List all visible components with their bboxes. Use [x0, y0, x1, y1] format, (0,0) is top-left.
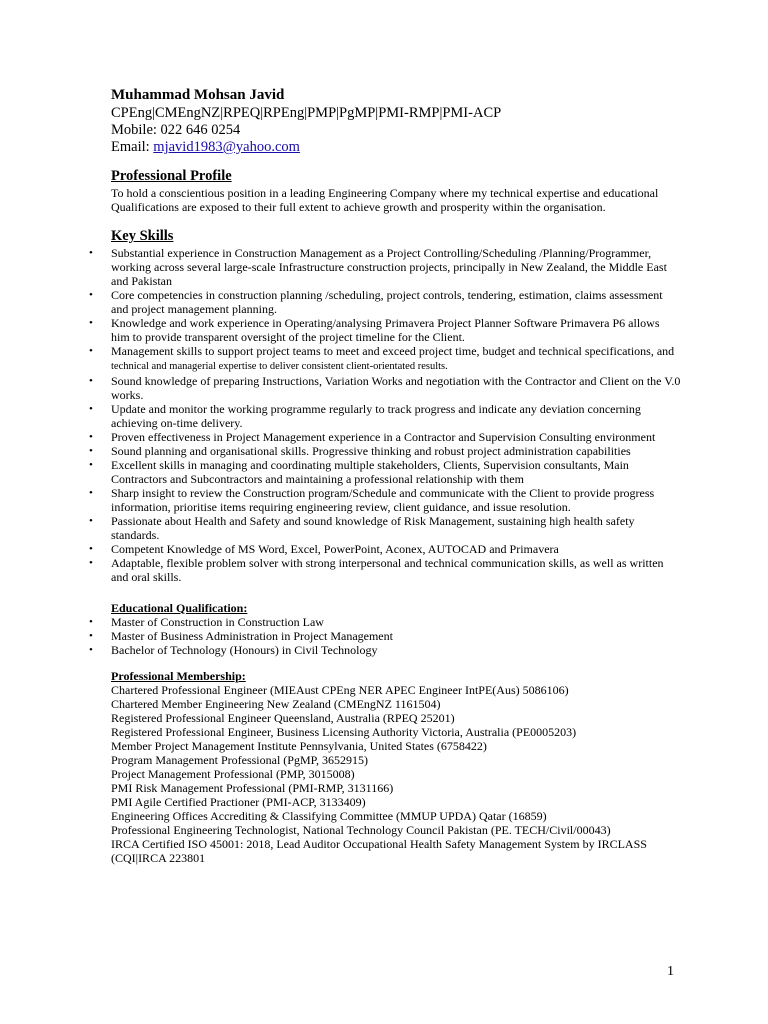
bullet-icon: •: [89, 459, 93, 471]
list-item: • Core competencies in construction planning /scheduling, project controls, tendering, estimation, claims assessment and project management planning.: [89, 288, 663, 316]
list-item: PMI Risk Management Professional (PMI-RMP, 3131166): [111, 781, 394, 795]
bullet-icon: •: [89, 289, 93, 301]
mobile-line: [111, 122, 681, 139]
bullet-icon: •: [89, 515, 93, 527]
bullet-icon: •: [89, 487, 93, 499]
bullet-icon: •: [89, 375, 93, 387]
list-item: Member Project Management Institute Pennsylvania, United States (6758422): [111, 739, 487, 753]
list-item: • Substantial experience in Construction Management as a Project Controlling/Scheduling /Planning/Programmer, working across several large-scale Infrastructure construction projects, principally in New Zealand, the Middle East and Pakistan: [89, 246, 667, 288]
list-item: • Bachelor of Technology (Honours) in Civil Technology: [89, 643, 378, 657]
list-item: • Passionate about Health and Safety and sound knowledge of Risk Management, sustaining high health safety standards.: [89, 514, 635, 542]
email-label: Email:: [111, 139, 154, 155]
email-link[interactable]: mjavid1983@yahoo.com: [153, 139, 300, 155]
list-item: • Sound knowledge of preparing Instructions, Variation Works and negotiation with the Contractor and Client on the V.0 works.: [89, 374, 681, 402]
bullet-icon: •: [89, 644, 93, 656]
applicant-name: Muhammad Mohsan Javid: [111, 87, 285, 103]
credentials-line: CPEng|CMEngNZ|RPEQ|RPEng|PMP|PgMP|PMI-RMP|PMI-ACP: [111, 105, 502, 121]
list-item: Engineering Offices Accrediting & Classifying Committee (MMUP UPDA) Qatar (16859): [111, 809, 547, 823]
list-item: • Excellent skills in managing and coordinating multiple stakeholders, Clients, Supervision consultants, Main Contractors and Subcontractors and maintaining a professional relationship with them: [89, 458, 629, 486]
bullet-icon: •: [89, 630, 93, 642]
list-item: IRCA Certified ISO 45001: 2018, Lead Auditor Occupational Health Safety Management System by IRCLASS (CQI|IRCA 223801: [111, 837, 647, 865]
list-item: Program Management Professional (PgMP, 3652915): [111, 753, 368, 767]
skills-heading: Key Skills: [111, 228, 174, 244]
list-item: Chartered Professional Engineer (MIEAust CPEng NER APEC Engineer IntPE(Aus) 5086106): [111, 683, 569, 697]
list-item: Registered Professional Engineer Queensland, Australia (RPEQ 25201): [111, 711, 455, 725]
list-item: Registered Professional Engineer, Business Licensing Authority Victoria, Australia (PE0005203): [111, 725, 577, 739]
list-item: • Master of Business Administration in Project Management: [89, 629, 393, 643]
bullet-icon: •: [89, 403, 93, 415]
list-item: • Competent Knowledge of MS Word, Excel, PowerPoint, Aconex, AUTOCAD and Primavera: [89, 542, 559, 556]
list-item: PMI Agile Certified Practioner (PMI-ACP, 3133409): [111, 795, 366, 809]
list-item: • Management skills to support project teams to meet and exceed project time, budget and technical specifications, and technical and managerial expertise to deliver consistent client-orientated results.: [89, 344, 675, 372]
small-text: technical and managerial expertise to deliver consistent client-orientated results.: [111, 361, 448, 372]
list-item: Project Management Professional (PMP, 3015008): [111, 767, 355, 781]
membership-list: [111, 683, 681, 865]
bullet-icon: •: [89, 445, 93, 457]
list-item: • Master of Construction in Construction Law: [89, 615, 324, 629]
mobile-number: 022 646 0254: [160, 122, 241, 138]
resume-page: [89, 86, 681, 865]
bullet-icon: •: [89, 431, 93, 443]
profile-text: To hold a conscientious position in a leading Engineering Company where my technical expertise and educational Qualifications are exposed to their full extent to achieve growth and prosperity within the organisation.: [111, 186, 659, 214]
list-item: • Adaptable, flexible problem solver with strong interpersonal and technical communication skills, as well as written and oral skills.: [89, 556, 664, 584]
page-number: 1: [667, 964, 674, 979]
education-list: [89, 615, 681, 657]
membership-heading: Professional Membership:: [111, 669, 246, 683]
list-item: • Proven effectiveness in Project Management experience in a Contractor and Supervision Consulting environment: [89, 430, 656, 444]
list-item: • Knowledge and work experience in Operating/analysing Primavera Project Planner Software Primavera P6 allows him to provide transparent oversight of the project timeline for the Client.: [89, 316, 660, 344]
list-item: • Sharp insight to review the Construction program/Schedule and communicate with the Client to provide progress information, prioritise items requiring engineering review, client guidance, and issue resolution.: [89, 486, 655, 514]
bullet-icon: •: [89, 247, 93, 259]
bullet-icon: •: [89, 317, 93, 329]
list-item: Professional Engineering Technologist, National Technology Council Pakistan (PE. TECH/Civil/00043): [111, 823, 611, 837]
education-heading: Educational Qualification:: [111, 601, 248, 615]
bullet-icon: •: [89, 616, 93, 628]
mobile-label: Mobile:: [111, 122, 161, 138]
list-item: Chartered Member Engineering New Zealand (CMEngNZ 1161504): [111, 697, 441, 711]
bullet-icon: •: [89, 557, 93, 569]
bullet-icon: •: [89, 543, 93, 555]
skills-list: [89, 246, 681, 584]
profile-heading: Professional Profile: [111, 168, 232, 184]
list-item: • Update and monitor the working programme regularly to track progress and indicate any deviation concerning achieving on-time delivery.: [89, 402, 641, 430]
email-line: [111, 139, 681, 156]
list-item: • Sound planning and organisational skills. Progressive thinking and robust project administration capabilities: [89, 444, 631, 458]
bullet-icon: •: [89, 345, 93, 357]
